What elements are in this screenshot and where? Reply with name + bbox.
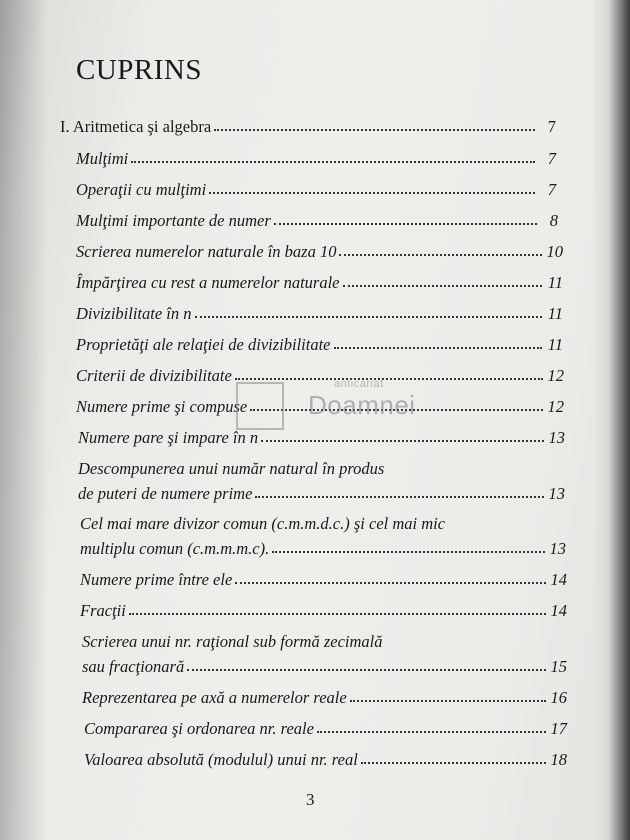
toc-entry-page: 11 xyxy=(547,304,563,323)
leader-dots xyxy=(131,160,535,163)
leader-dots xyxy=(235,581,546,584)
toc-entry-page: 12 xyxy=(547,366,564,385)
toc-entry-label-line1: Scrierea unui nr. raţional sub formă zecimală xyxy=(82,632,383,651)
watermark-small-text: anticariat xyxy=(334,378,384,390)
toc-entry-label: Criterii de divizibilitate xyxy=(76,366,232,385)
toc-entry xyxy=(84,719,567,739)
toc-entry-page: 8 xyxy=(549,211,558,230)
leader-dots xyxy=(261,439,544,442)
toc-entry-label: Operaţii cu mulţimi xyxy=(76,180,207,199)
toc-entry-label: Divizibilitate în n xyxy=(76,304,192,323)
toc-entry-label: Mulţimi importante de numer xyxy=(76,211,271,230)
toc-entry-page: 11 xyxy=(547,273,563,292)
toc-entry-label-line1: Cel mai mare divizor comun (c.m.m.d.c.) şi cel mai mic xyxy=(80,514,446,533)
toc-entry-page: 11 xyxy=(547,335,563,354)
leader-dots xyxy=(209,191,535,194)
toc-entry xyxy=(76,211,558,231)
toc-entry xyxy=(76,335,563,355)
watermark-big-text: Doamnei xyxy=(308,390,416,420)
toc-entry-page: 7 xyxy=(547,180,556,199)
watermark-frame xyxy=(236,382,284,430)
toc-entry-label: Valoarea absolută (modulul) unui nr. real xyxy=(84,750,358,769)
toc-entry-label: Numere prime şi compuse xyxy=(76,397,248,416)
toc-entry-page: 13 xyxy=(549,539,566,558)
toc-entry xyxy=(76,242,563,262)
toc-entry-label: multiplu comun (c.m.m.m.c). xyxy=(80,539,270,558)
toc-entry-label: I. Aritmetica şi algebra xyxy=(60,117,212,136)
toc-entry-page: 16 xyxy=(550,688,567,707)
leader-dots xyxy=(272,550,545,553)
leader-dots xyxy=(339,253,542,256)
toc-entry-label: Fracţii xyxy=(80,601,126,620)
toc-entry-page: 10 xyxy=(546,242,563,261)
toc-entry-label: Numere prime între ele xyxy=(80,570,233,589)
leader-dots xyxy=(129,612,546,615)
toc-entry-page: 7 xyxy=(547,117,556,136)
leader-dots xyxy=(255,495,544,498)
toc-entry-label: Mulţimi xyxy=(76,149,129,168)
toc-entry xyxy=(80,539,566,559)
toc-entry-label: sau fracţionară xyxy=(82,657,185,676)
toc-entry-label: Împărţirea cu rest a numerelor naturale xyxy=(76,273,340,292)
leader-dots xyxy=(195,315,543,318)
toc-entry-page: 17 xyxy=(550,719,567,738)
leader-dots xyxy=(350,699,546,702)
toc-entry-page: 14 xyxy=(550,570,567,589)
leader-dots xyxy=(187,668,546,671)
toc-entry xyxy=(76,273,563,293)
toc-entry xyxy=(76,149,556,169)
watermark-logo xyxy=(236,378,416,438)
leader-dots xyxy=(274,222,537,225)
toc-entry-page: 13 xyxy=(548,428,565,447)
leader-dots xyxy=(214,128,535,131)
toc-entry xyxy=(78,484,565,504)
toc-entry-label: de puteri de numere prime xyxy=(78,484,253,503)
leader-dots xyxy=(317,730,546,733)
page-title: CUPRINS xyxy=(76,54,202,86)
toc-entry xyxy=(80,570,567,590)
toc-entry xyxy=(84,750,567,770)
toc-entry-page: 13 xyxy=(548,484,565,503)
toc-entry-page: 15 xyxy=(550,657,567,676)
toc-entry-page: 14 xyxy=(550,601,567,620)
leader-dots xyxy=(361,761,546,764)
toc-entry xyxy=(76,180,556,200)
leader-dots xyxy=(334,346,543,349)
toc-entry xyxy=(82,657,567,677)
toc-entry-label: Reprezentarea pe axă a numerelor reale xyxy=(82,688,347,707)
toc-entry-label: Proprietăţi ale relaţiei de divizibilitate xyxy=(76,335,331,354)
toc-entry-page: 12 xyxy=(547,397,564,416)
toc-entry xyxy=(60,117,556,137)
toc-entry-label-line1: Descompunerea unui număr natural în produs xyxy=(78,459,385,478)
toc-entry xyxy=(82,688,567,708)
leader-dots xyxy=(343,284,542,287)
toc-entry-page: 18 xyxy=(550,750,567,769)
toc-entry-label: Scrierea numerelor naturale în baza 10 xyxy=(76,242,337,261)
page-number: 3 xyxy=(306,790,315,809)
toc-entry-label: Numere pare şi impare în n xyxy=(78,428,259,447)
toc-entry xyxy=(80,601,567,621)
toc-entry-label: Compararea şi ordonarea nr. reale xyxy=(84,719,314,738)
toc-entry-page: 7 xyxy=(547,149,556,168)
toc-entry xyxy=(76,304,563,324)
